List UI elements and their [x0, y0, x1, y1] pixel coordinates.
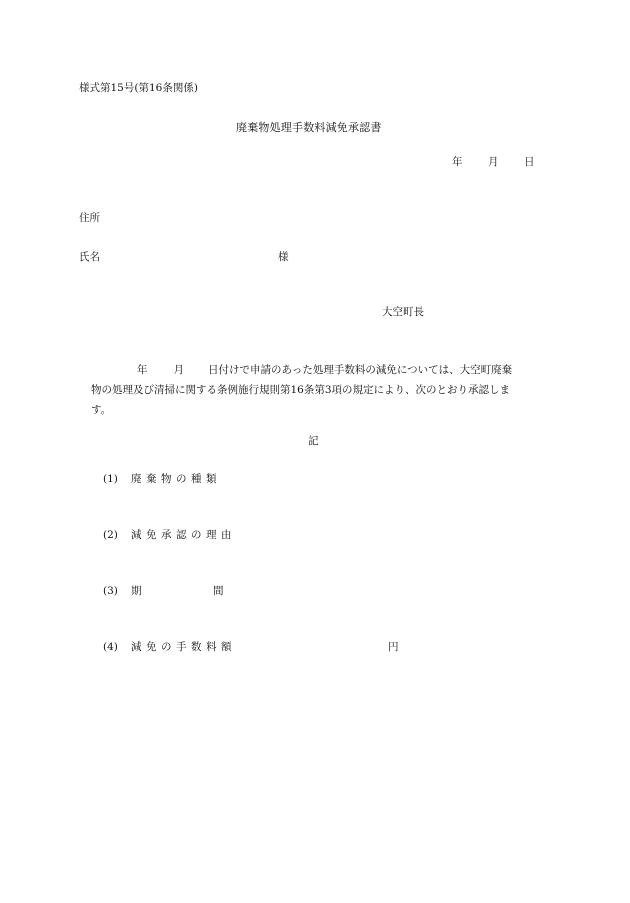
address-label: 住所: [79, 212, 100, 224]
item-1-number: (1): [103, 473, 118, 485]
date-year-label: 年: [452, 156, 463, 168]
item-3-label-start: 期: [131, 585, 142, 597]
paragraph-line-1: [91, 360, 551, 380]
paragraph-text-1: 日付けで申請のあった処理手数料の減免については、大空町廃棄: [208, 364, 513, 376]
item-3-label-end: 間: [213, 585, 224, 597]
paragraph-line-3: す。: [91, 404, 112, 416]
paragraph-year-label: 年: [137, 364, 148, 376]
item-2-number: (2): [103, 529, 118, 541]
paragraph-month-label: 月: [173, 364, 184, 376]
name-label: 氏名: [79, 251, 100, 263]
approval-paragraph: [91, 360, 551, 420]
item-1-label: 廃棄物の種類: [131, 473, 221, 485]
honorific-sama: 様: [278, 251, 289, 263]
item-4-number: (4): [103, 641, 118, 653]
item-2-label: 減免承認の理由: [131, 529, 236, 541]
paragraph-line-2: 物の処理及び清掃に関する条例施行規則第16条第3項の規定により、次のとおり承認しま: [91, 384, 511, 396]
item-4-label: 減免の手数料額: [131, 641, 236, 653]
date-day-label: 日: [524, 156, 535, 168]
form-number: 様式第15号(第16条関係): [79, 82, 198, 94]
item-3-number: (3): [103, 585, 118, 597]
date-month-label: 月: [488, 156, 499, 168]
document-title: 廃棄物処理手数料減免承認書: [236, 121, 382, 134]
ki-heading: 記: [308, 435, 319, 447]
yen-unit: 円: [388, 641, 399, 653]
issuer-mayor: 大空町長: [382, 306, 424, 318]
